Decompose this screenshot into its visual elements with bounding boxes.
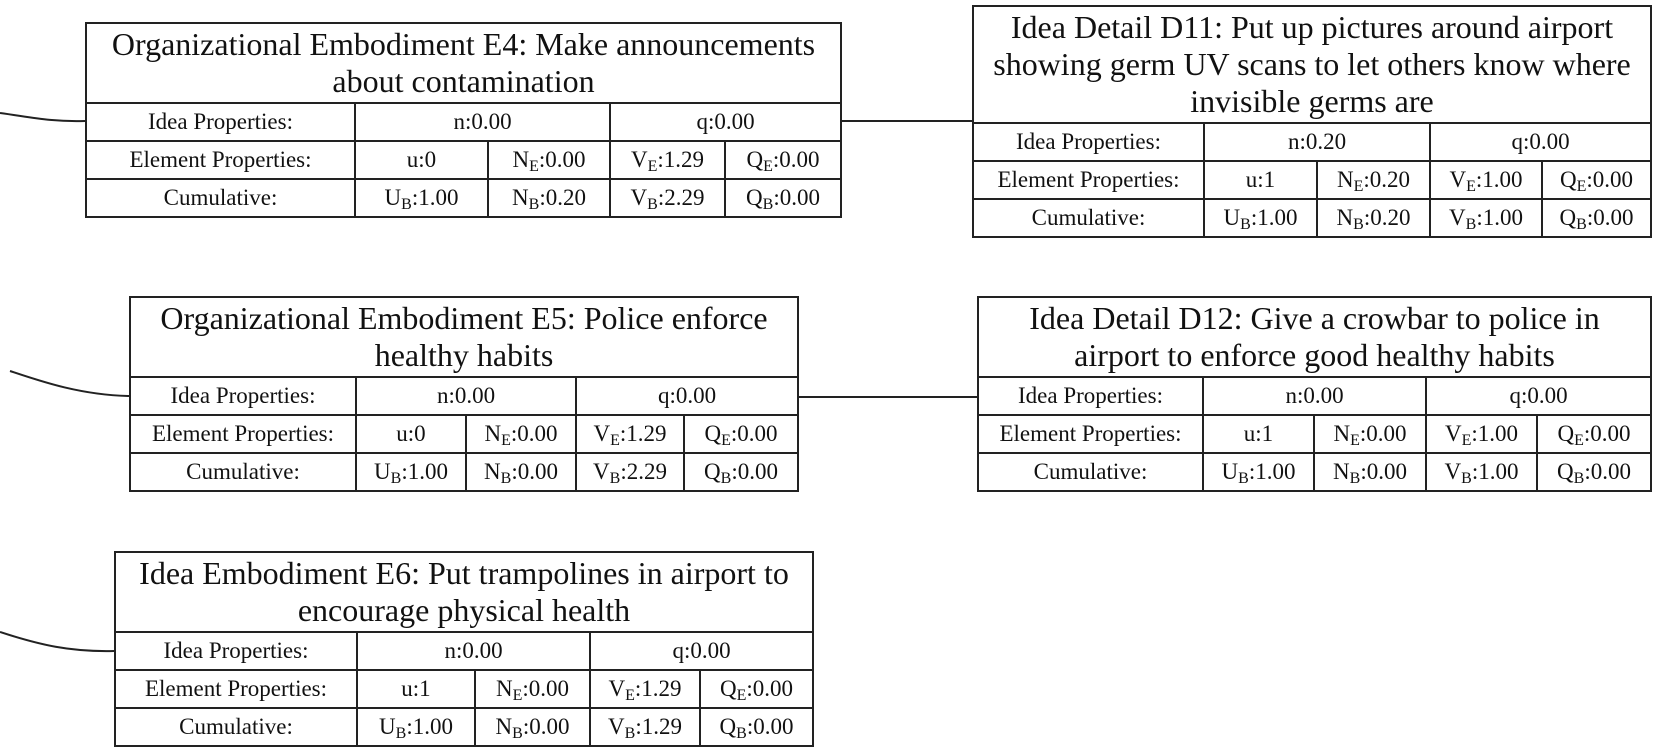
ub-value: $U_B:1.00$ — [356, 453, 466, 490]
ub-value: $U_B:1.00$ — [355, 179, 488, 216]
title-line: Idea Embodiment E6: Put trampolines in airport to — [139, 555, 789, 591]
properties-table — [131, 378, 797, 490]
properties-table — [87, 104, 840, 216]
node-title — [974, 7, 1650, 124]
ne-value: $N_E:0.00$ — [488, 141, 610, 179]
node-d11 — [972, 5, 1652, 238]
row-label: Element Properties: — [974, 161, 1204, 199]
idea-properties-row — [131, 378, 797, 415]
row-label: Idea Properties: — [979, 378, 1203, 415]
title-line: Idea Detail D12: Give a crowbar to police in — [1029, 300, 1600, 336]
title-line: healthy habits — [374, 337, 554, 373]
title-line: Idea Detail D11: Put up pictures around airport — [1010, 9, 1614, 45]
qe-value: $Q_E:0.00$ — [1542, 161, 1650, 199]
ve-value: $V_E:1.29$ — [576, 415, 684, 453]
ne-value: $N_E:0.00$ — [466, 415, 576, 453]
ve-value: $V_E:1.00$ — [1426, 415, 1537, 453]
q-value: q:0.00 — [1430, 124, 1650, 161]
row-label: Cumulative: — [979, 453, 1203, 490]
vb-value: $V_B:1.00$ — [1426, 453, 1537, 490]
cumulative-row — [87, 179, 840, 216]
vb-value: $V_B:1.00$ — [1430, 199, 1542, 236]
row-label: Element Properties: — [131, 415, 356, 453]
n-value: n:0.00 — [357, 633, 590, 670]
node-title — [87, 24, 840, 104]
qe-value: $Q_E:0.00$ — [684, 415, 797, 453]
ub-value: $U_B:1.00$ — [357, 708, 475, 745]
u-value: u:0 — [355, 141, 488, 179]
n-value: n:0.00 — [355, 104, 610, 141]
connector-e4-incoming — [0, 113, 85, 121]
u-value: u:1 — [1204, 161, 1317, 199]
ub-value: $U_B:1.00$ — [1204, 199, 1317, 236]
node-title — [116, 553, 812, 633]
row-label: Element Properties: — [979, 415, 1203, 453]
element-properties-row — [87, 141, 840, 179]
qb-value: $Q_B:0.00$ — [684, 453, 797, 490]
row-label: Cumulative: — [87, 179, 355, 216]
node-e4 — [85, 22, 842, 218]
row-label: Element Properties: — [87, 141, 355, 179]
q-value: q:0.00 — [1426, 378, 1650, 415]
row-label: Idea Properties: — [131, 378, 356, 415]
title-line: Organizational Embodiment E5: Police enforce — [160, 300, 768, 336]
row-label: Idea Properties: — [974, 124, 1204, 161]
q-value: q:0.00 — [590, 633, 812, 670]
nb-value: $N_B:0.20$ — [1317, 199, 1430, 236]
qe-value: $Q_E:0.00$ — [725, 141, 840, 179]
ne-value: $N_E:0.00$ — [1314, 415, 1426, 453]
title-line: encourage physical health — [297, 592, 631, 628]
cumulative-row — [116, 708, 812, 745]
title-line: invisible germs are — [1190, 83, 1434, 119]
n-value: n:0.00 — [356, 378, 576, 415]
q-value: q:0.00 — [576, 378, 797, 415]
properties-table — [974, 124, 1650, 236]
title-line: showing germ UV scans to let others know where — [993, 46, 1631, 82]
title-line: about contamination — [332, 63, 595, 99]
ve-value: $V_E:1.29$ — [610, 141, 725, 179]
ve-value: $V_E:1.29$ — [590, 670, 700, 708]
element-properties-row — [979, 415, 1650, 453]
node-e5 — [129, 296, 799, 492]
u-value: u:1 — [357, 670, 475, 708]
ub-value: $U_B:1.00$ — [1203, 453, 1314, 490]
qb-value: $Q_B:0.00$ — [1542, 199, 1650, 236]
vb-value: $V_B:1.29$ — [590, 708, 700, 745]
row-label: Element Properties: — [116, 670, 357, 708]
node-title — [979, 298, 1650, 378]
ve-value: $V_E:1.00$ — [1430, 161, 1542, 199]
properties-table — [979, 378, 1650, 490]
qe-value: $Q_E:0.00$ — [1537, 415, 1650, 453]
ne-value: $N_E:0.00$ — [475, 670, 590, 708]
idea-properties-row — [116, 633, 812, 670]
n-value: n:0.20 — [1204, 124, 1430, 161]
row-label: Idea Properties: — [87, 104, 355, 141]
node-title — [131, 298, 797, 378]
node-d12 — [977, 296, 1652, 492]
row-label: Cumulative: — [116, 708, 357, 745]
idea-properties-row — [87, 104, 840, 141]
connector-e6-incoming — [0, 632, 114, 651]
qb-value: $Q_B:0.00$ — [1537, 453, 1650, 490]
node-e6 — [114, 551, 814, 747]
properties-table — [116, 633, 812, 745]
cumulative-row — [979, 453, 1650, 490]
ne-value: $N_E:0.20$ — [1317, 161, 1430, 199]
idea-properties-row — [979, 378, 1650, 415]
cumulative-row — [131, 453, 797, 490]
qe-value: $Q_E:0.00$ — [700, 670, 812, 708]
title-line: Organizational Embodiment E4: Make announcements — [111, 26, 816, 62]
nb-value: $N_B:0.20$ — [488, 179, 610, 216]
cumulative-row — [974, 199, 1650, 236]
u-value: u:0 — [356, 415, 466, 453]
element-properties-row — [131, 415, 797, 453]
element-properties-row — [974, 161, 1650, 199]
nb-value: $N_B:0.00$ — [475, 708, 590, 745]
nb-value: $N_B:0.00$ — [1314, 453, 1426, 490]
row-label: Cumulative: — [131, 453, 356, 490]
n-value: n:0.00 — [1203, 378, 1426, 415]
title-line: airport to enforce good healthy habits — [1074, 337, 1555, 373]
row-label: Cumulative: — [974, 199, 1204, 236]
vb-value: $V_B:2.29$ — [610, 179, 725, 216]
connector-e5-incoming — [10, 371, 129, 396]
vb-value: $V_B:2.29$ — [576, 453, 684, 490]
idea-properties-row — [974, 124, 1650, 161]
nb-value: $N_B:0.00$ — [466, 453, 576, 490]
element-properties-row — [116, 670, 812, 708]
q-value: q:0.00 — [610, 104, 840, 141]
qb-value: $Q_B:0.00$ — [700, 708, 812, 745]
qb-value: $Q_B:0.00$ — [725, 179, 840, 216]
u-value: u:1 — [1203, 415, 1314, 453]
row-label: Idea Properties: — [116, 633, 357, 670]
